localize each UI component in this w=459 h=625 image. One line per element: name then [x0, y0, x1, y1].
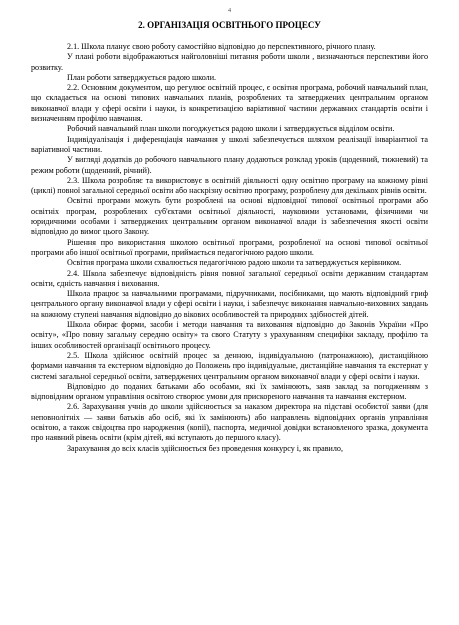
- paragraph: 2.4. Школа забезпечує відповідність рівня повної загальної середньої освіти державним стандартам освіти, єдність навчання і виховання.: [31, 268, 428, 288]
- paragraph: 2.6. Зарахування учнів до школи здійснюється за наказом директора на підставі особистої заяви (для неповнолітніх — заяви батьків або осіб, які їх замінюють) або направлень відповідних органів управління освітою, а також свідоцтва про народження (копії), паспорта, медичної довідки встановленого зразка, документа про наявний рівень освіти (крім дітей, які вступають до першого класу).: [31, 402, 428, 443]
- paragraph: Зарахування до всіх класів здійснюється без проведення конкурсу і, як правило,: [67, 443, 343, 453]
- section-title: 2. ОРГАНІЗАЦІЯ ОСВІТНЬОГО ПРОЦЕСУ: [138, 20, 321, 30]
- paragraph: 2.3. Школа розробляє та використовує в освітній діяльності одну освітню програму на кожному рівні (циклі) повної загальної середньої освіти або наскрізну освітню програму, розроблену для декількох рівнів освіти.: [31, 175, 428, 196]
- paragraph: Освітня програма школи схвалюється педагогічною радою школи та затверджується керівником.: [67, 258, 402, 268]
- body-text: [31, 42, 428, 454]
- paragraph: Освітні програми можуть бути розроблені на основі відповідної типової освітньої програми або освітніх програм, розроблених суб'єктами освітньої діяльності, науковими установами, фізичними чи юридичними особами і затверджених центральним органом виконавчої влади із забезпечення якості освіти відповідно до вимог цього Закону.: [31, 196, 428, 237]
- paragraph: Відповідно до поданих батьками або особами, які їх замінюють, заяв заклад за погодженням з відповідним органом управління освітою створює умови для прискореного навчання та навчання екстерном.: [31, 381, 428, 402]
- paragraph: 2.2. Основним документом, що регулює освітній процес, є освітня програма, робочий навчальний план, що складається на основі типових навчальних планів, розроблених та затверджених центральним органом виконавчої влади у сфері освіти і науки, із конкретизацією варіативної частини державних стандартів освіти і визначенням профілю навчання.: [31, 83, 428, 124]
- paragraph: Індивідуалізація і диференціація навчання у школі забезпечується шляхом реалізації інваріантної та варіативної частини.: [31, 134, 428, 154]
- paragraph: Школа обирає форми, засоби і методи навчання та виховання відповідно до Законів України «Про освіту», «Про повну загальну середню освіту» та свого Статуту з урахуванням специфіки закладу, профілю та інших особливостей організації освітнього процесу.: [31, 320, 428, 350]
- paragraph: 2.5. Школа здійснює освітній процес за денною, індивідуальною (патронажною), дистанційною формами навчання та екстерном відповідно до Положень про індивідуальне, дистанційне навчання та екстернат у системі загальної середньої освіти, затверджених центральним органом виконавчої влади у сфері освіти і науки.: [31, 350, 428, 381]
- paragraph: У вигляді додатків до робочого навчального плану додаються розклад уроків (щоденний, тижневий) та режим роботи (щоденний, річний).: [31, 155, 428, 175]
- paragraph: План роботи затверджується радою школи.: [67, 72, 217, 82]
- paragraph: 2.1. Школа планує свою роботу самостійно відповідно до перспективного, річного плану.: [67, 42, 376, 51]
- page-number: 4: [227, 7, 232, 14]
- paragraph: Робочий навчальний план школи погоджується радою школи і затверджується відділом освіти.: [67, 124, 395, 134]
- paragraph: Школа працює за навчальними програмами, підручниками, посібниками, що мають відповідний гриф центрального органу виконавчої влади у сфері освіти і науки, і забезпечує виконання навчально-виховних завдань на кожному ступені навчання відповідно до вікових особливостей та природних здібностей дітей.: [31, 289, 428, 319]
- paragraph: У плані роботи відображаються найголовніші питання роботи школи , визначаються перспективи його розвитку.: [31, 52, 428, 72]
- paragraph: Рішення про використання школою освітньої програми, розробленої на основі типової освітньої програми або іншої освітньої програми, приймається педагогічною радою школи.: [31, 237, 428, 257]
